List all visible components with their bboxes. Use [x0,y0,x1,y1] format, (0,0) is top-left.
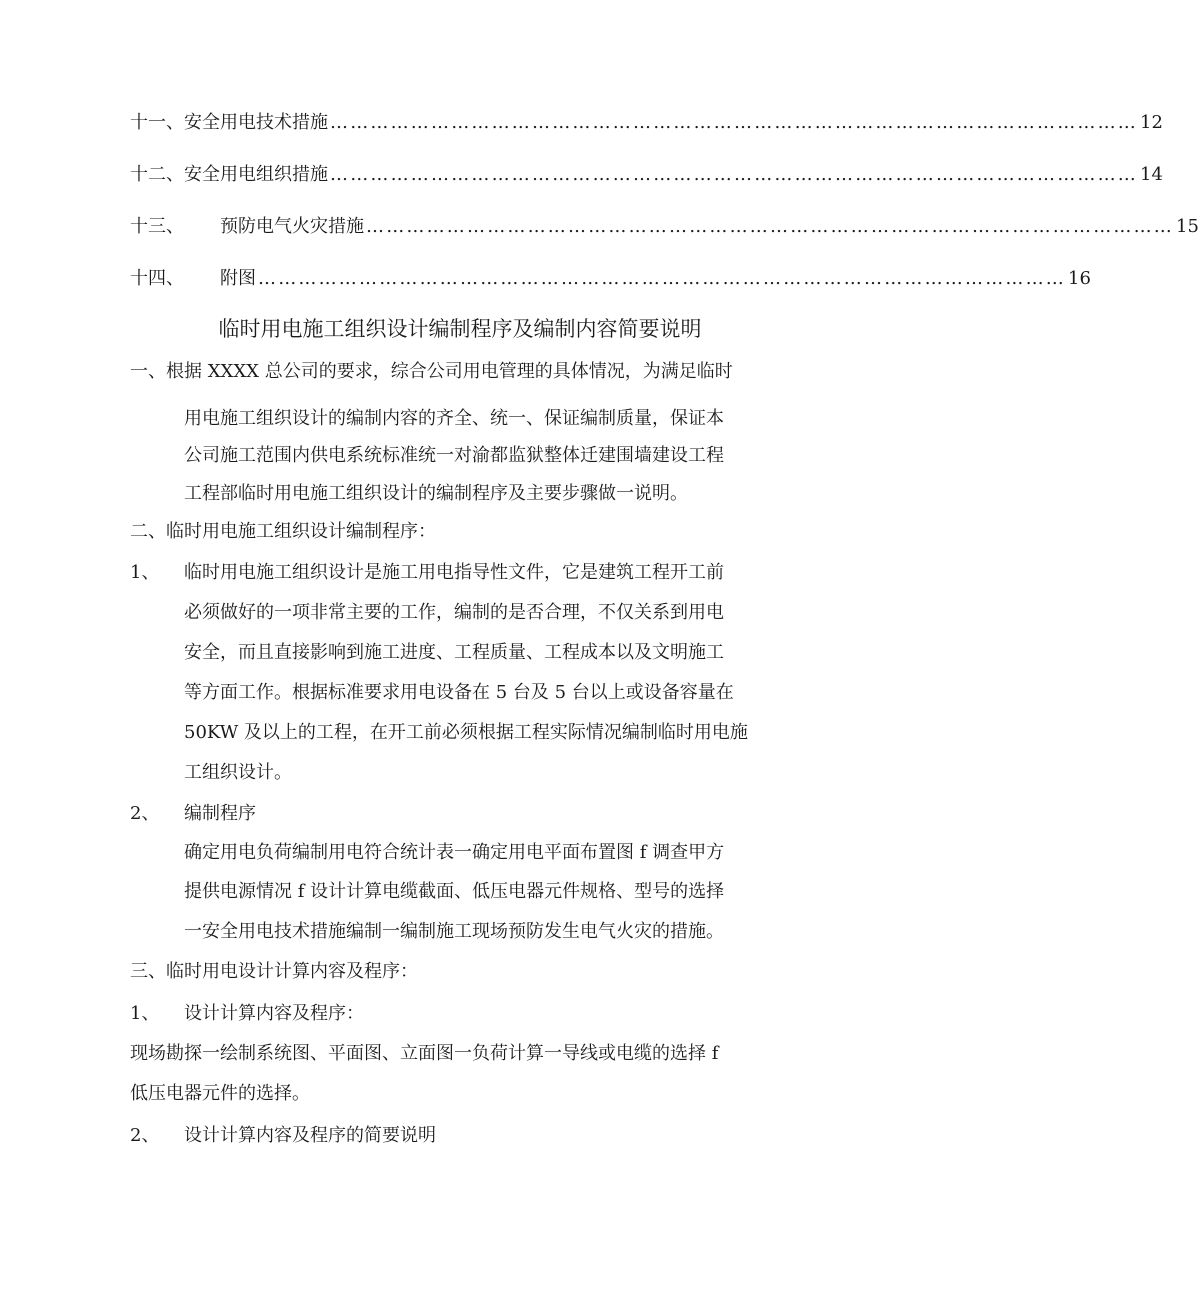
toc-leader-dots: ………………………………………………………………………………………………………… [258,268,1066,289]
toc-leader-dots: ………………………………………………………………………………………………………… [330,112,1138,133]
list-item-number: 2、 [130,803,160,824]
section-title: 三、临时用电设计计算内容及程序： [130,961,418,982]
paragraph-line: 必须做好的一项非常主要的工作，编制的是否合理，不仅关系到用电 [184,602,724,623]
section-title: 二、临时用电施工组织设计编制程序： [130,521,436,542]
paragraph-line: 公司施工范围内供电系统标准统一对渝都监狱整体迁建围墙建设工程 [184,445,724,466]
toc-entry-number: 十一、 [130,112,184,133]
paragraph-line: 低压电器元件的选择。 [130,1083,310,1104]
list-item-title: 编制程序 [184,803,256,824]
toc-entry-page: 16 [1068,268,1091,289]
paragraph-line: 提供电源情况 f 设计计算电缆截面、低压电器元件规格、型号的选择 [184,881,725,902]
paragraph-line: 工程部临时用电施工组织设计的编制程序及主要步骤做一说明。 [184,483,688,504]
toc-entry-title: 预防电气火灾措施 [220,216,364,237]
toc-entry-title: 安全用电技术措施 [184,112,328,133]
list-item-title: 设计计算内容及程序： [184,1003,364,1024]
toc-leader-dots: ………………………………………………………………………………………………………… [366,216,1174,237]
toc-leader-dots: ………………………………………………………………………………………………………… [330,164,1138,185]
paragraph-line: 一、根据 XXXX 总公司的要求，综合公司用电管理的具体情况，为满足临时 [130,361,733,382]
paragraph-line: 安全，而且直接影响到施工进度、工程质量、工程成本以及文明施工 [184,642,724,663]
toc-entry[interactable] [130,212,1199,242]
paragraph-line: 50KW 及以上的工程，在开工前必须根据工程实际情况编制临时用电施 [184,722,748,743]
list-item-number: 2、 [130,1125,160,1146]
list-item-title: 设计计算内容及程序的简要说明 [184,1125,436,1146]
toc-entry-title: 安全用电组织措施 [184,164,328,185]
toc-entry[interactable] [130,264,1091,294]
document-heading: 临时用电施工组织设计编制程序及编制内容简要说明 [218,317,702,341]
toc-entry-page: 15 [1176,216,1199,237]
paragraph-line: 一安全用电技术措施编制一编制施工现场预防发生电气火灾的措施。 [184,921,724,942]
paragraph-line: 工组织设计。 [184,762,292,783]
toc-entry-number: 十四、 [130,268,184,289]
paragraph-line: 确定用电负荷编制用电符合统计表一确定用电平面布置图 f 调查甲方 [184,842,725,863]
list-item-number: 1、 [130,1003,160,1024]
toc-entry-page: 14 [1140,164,1163,185]
paragraph-line: 用电施工组织设计的编制内容的齐全、统一、保证编制质量，保证本 [184,408,724,429]
toc-entry[interactable] [130,160,1163,190]
paragraph-line: 临时用电施工组织设计是施工用电指导性文件，它是建筑工程开工前 [184,562,724,583]
paragraph-line: 等方面工作。根据标准要求用电设备在 5 台及 5 台以上或设备容量在 [184,682,734,703]
toc-entry[interactable] [130,108,1163,138]
toc-entry-page: 12 [1140,112,1163,133]
paragraph-line: 现场勘探一绘制系统图、平面图、立面图一负荷计算一导线或电缆的选择 f [130,1043,719,1064]
toc-entry-number: 十三、 [130,216,184,237]
list-item-number: 1、 [130,562,160,583]
toc-entry-title: 附图 [220,268,256,289]
toc-entry-number: 十二、 [130,164,184,185]
